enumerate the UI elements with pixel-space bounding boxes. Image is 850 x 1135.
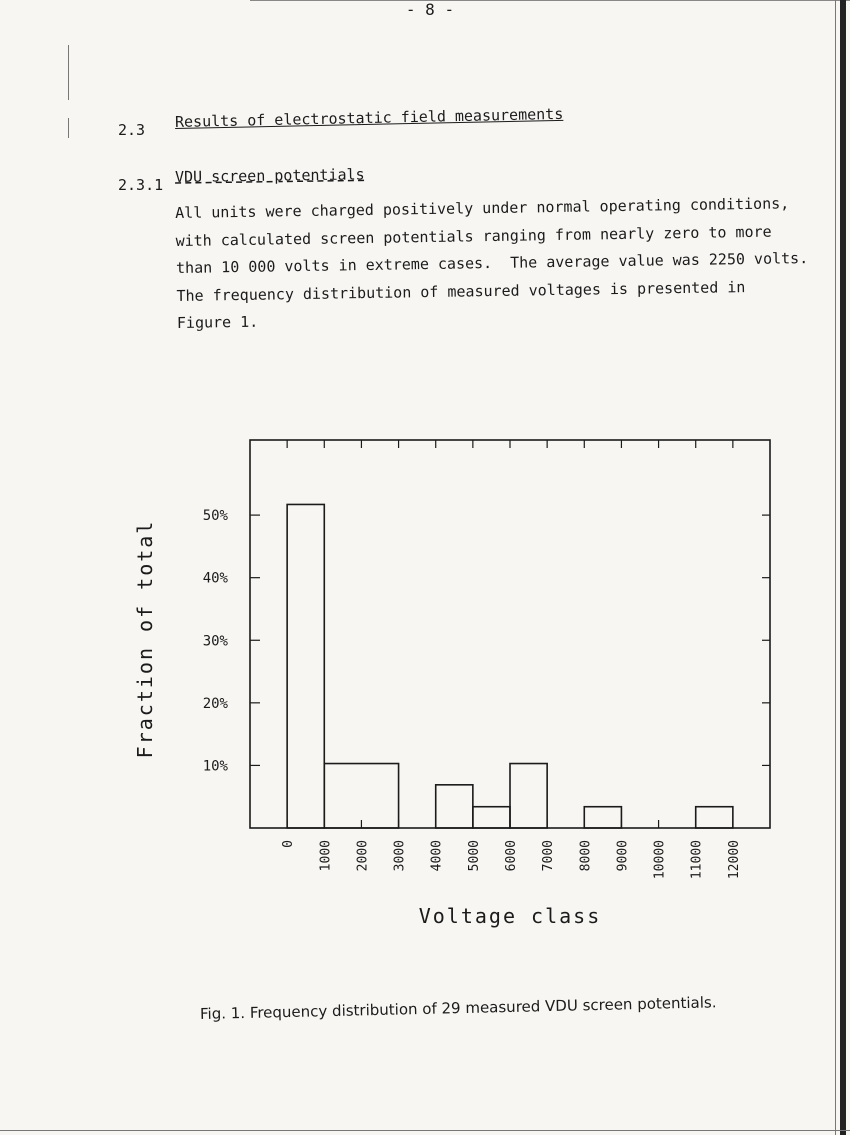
x-tick-label: 9000 [615, 840, 631, 872]
subsection-number: 2.3.1 [118, 176, 164, 194]
subsection-title: VDU screen potentials [174, 165, 365, 186]
x-tick-label: 6000 [504, 840, 519, 872]
histogram-bar [584, 807, 621, 828]
x-tick-label: 5000 [466, 840, 482, 872]
x-tick-label: 1000 [318, 840, 334, 872]
paragraph-line: All units were charged positively under normal operating conditions, [175, 194, 790, 222]
x-axis-label: Voltage class [418, 904, 602, 928]
histogram-bar [324, 764, 398, 828]
paragraph-line: Figure 1. [176, 312, 259, 332]
histogram-bar [473, 807, 510, 828]
x-tick-label: 7000 [541, 840, 557, 872]
section-number: 2.3 [118, 121, 146, 139]
paragraph-line: with calculated screen potentials ranging from nearly zero to more [175, 222, 772, 250]
histogram-bar [510, 764, 547, 828]
page-number: - 8 - [405, 0, 455, 19]
y-tick-label: 40% [202, 570, 228, 587]
paragraph-line: The frequency distribution of measured voltages is presented in [176, 277, 746, 305]
chart-layer [133, 440, 770, 928]
y-tick-label: 30% [202, 633, 228, 650]
x-tick-label: 0 [281, 840, 297, 848]
y-tick-label: 10% [202, 758, 228, 775]
x-tick-label: 11000 [689, 840, 705, 880]
x-tick-label: 4000 [429, 840, 445, 872]
x-tick-label: 12000 [726, 840, 742, 880]
x-tick-label: 10000 [652, 840, 668, 880]
x-tick-label: 8000 [578, 840, 594, 872]
y-tick-label: 20% [202, 695, 228, 712]
histogram-bar [287, 504, 324, 828]
figure-caption: Fig. 1. Frequency distribution of 29 measured VDU screen potentials. [199, 993, 717, 1023]
section-title: Results of electrostatic field measurements [174, 104, 564, 131]
paragraph-line: than 10 000 volts in extreme cases. The average value was 2250 volts. [175, 249, 809, 277]
x-tick-label: 2000 [355, 840, 371, 872]
y-axis-label: Fraction of total [133, 519, 157, 759]
histogram-bar [436, 785, 473, 828]
x-tick-label: 3000 [392, 840, 408, 872]
y-tick-label: 50% [202, 508, 228, 525]
histogram-bar [696, 807, 733, 828]
